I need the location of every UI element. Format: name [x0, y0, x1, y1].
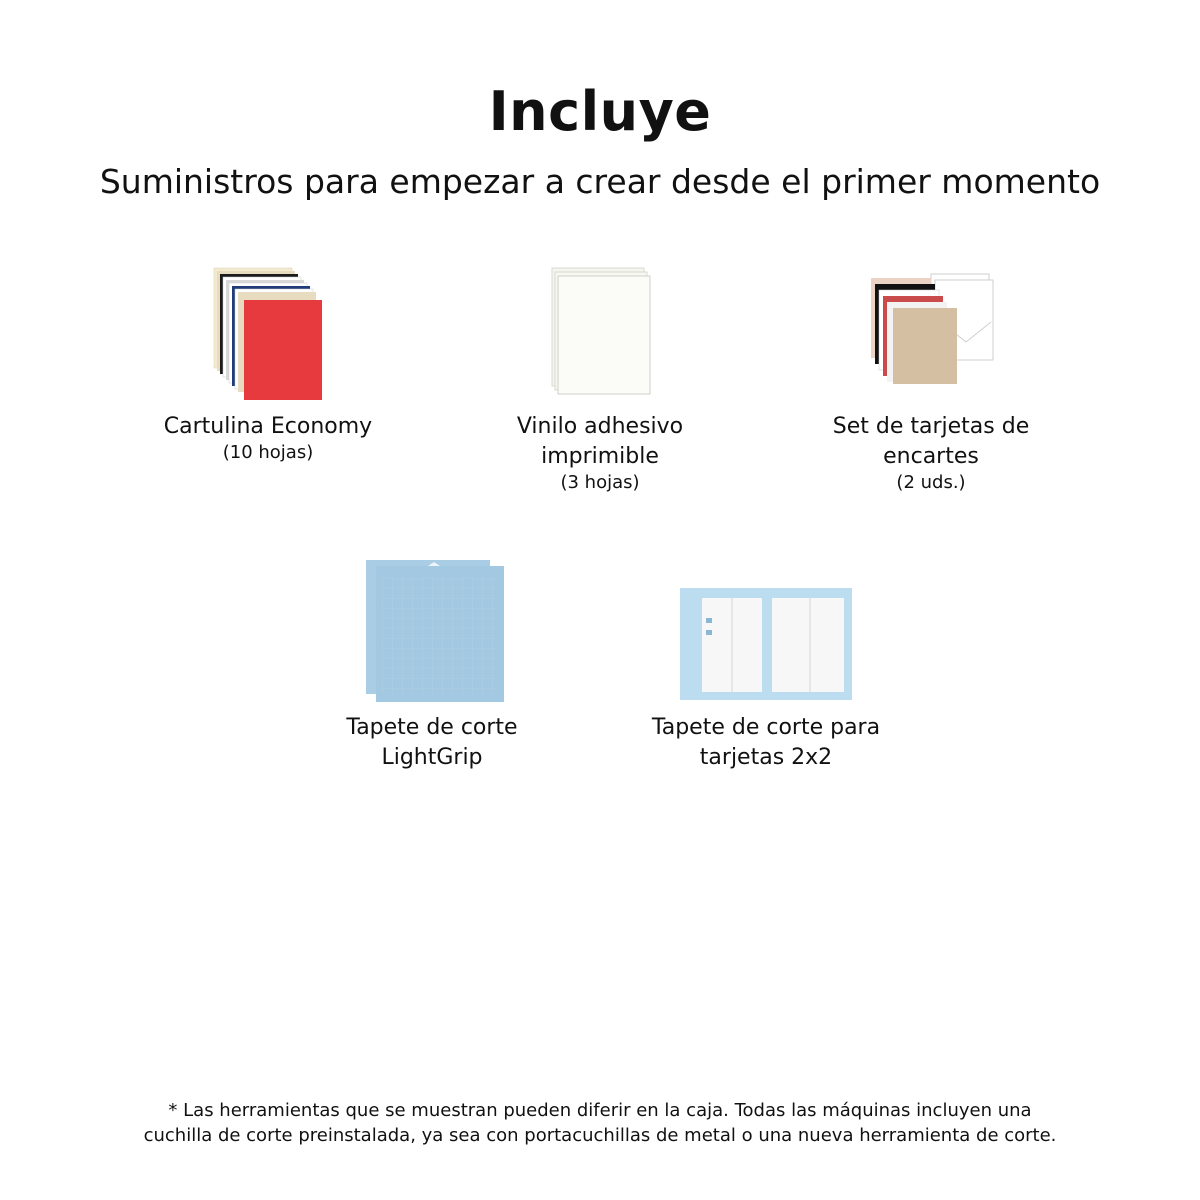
item-label: Tapete de corte para tarjetas 2x2 — [651, 715, 881, 770]
item-label: Set de tarjetas de encartes — [832, 414, 1030, 469]
item-lightgrip — [282, 558, 582, 773]
footnote: * Las herramientas que se muestran pueden diferir en la caja. Todas las máquinas incluyen una cuchilla de corte preinstalada, ya sea con portacuchillas de metal o una nueva herramienta de corte. — [143, 1100, 1057, 1146]
vinyl-sheets-icon — [450, 262, 750, 402]
item-label: Cartulina Economy — [163, 414, 373, 439]
item-cartulina — [118, 262, 418, 464]
cardstock-stack-icon — [118, 262, 418, 402]
item-quantity: (10 hojas) — [222, 442, 314, 463]
page-title: Incluye — [488, 80, 712, 143]
insert-cards-icon — [781, 262, 1081, 402]
item-quantity: (3 hojas) — [560, 472, 640, 493]
item-tarjetas — [781, 262, 1081, 494]
item-quantity: (2 uds.) — [896, 472, 966, 493]
item-vinilo — [450, 262, 750, 494]
card-mat-icon — [616, 558, 916, 703]
item-card-mat — [616, 558, 916, 773]
item-label: Vinilo adhesivo imprimible — [516, 414, 684, 469]
page-subtitle: Suministros para empezar a crear desde el primer momento — [99, 162, 1101, 201]
item-label: Tapete de corte LightGrip — [346, 715, 518, 770]
lightgrip-mat-icon — [282, 558, 582, 703]
